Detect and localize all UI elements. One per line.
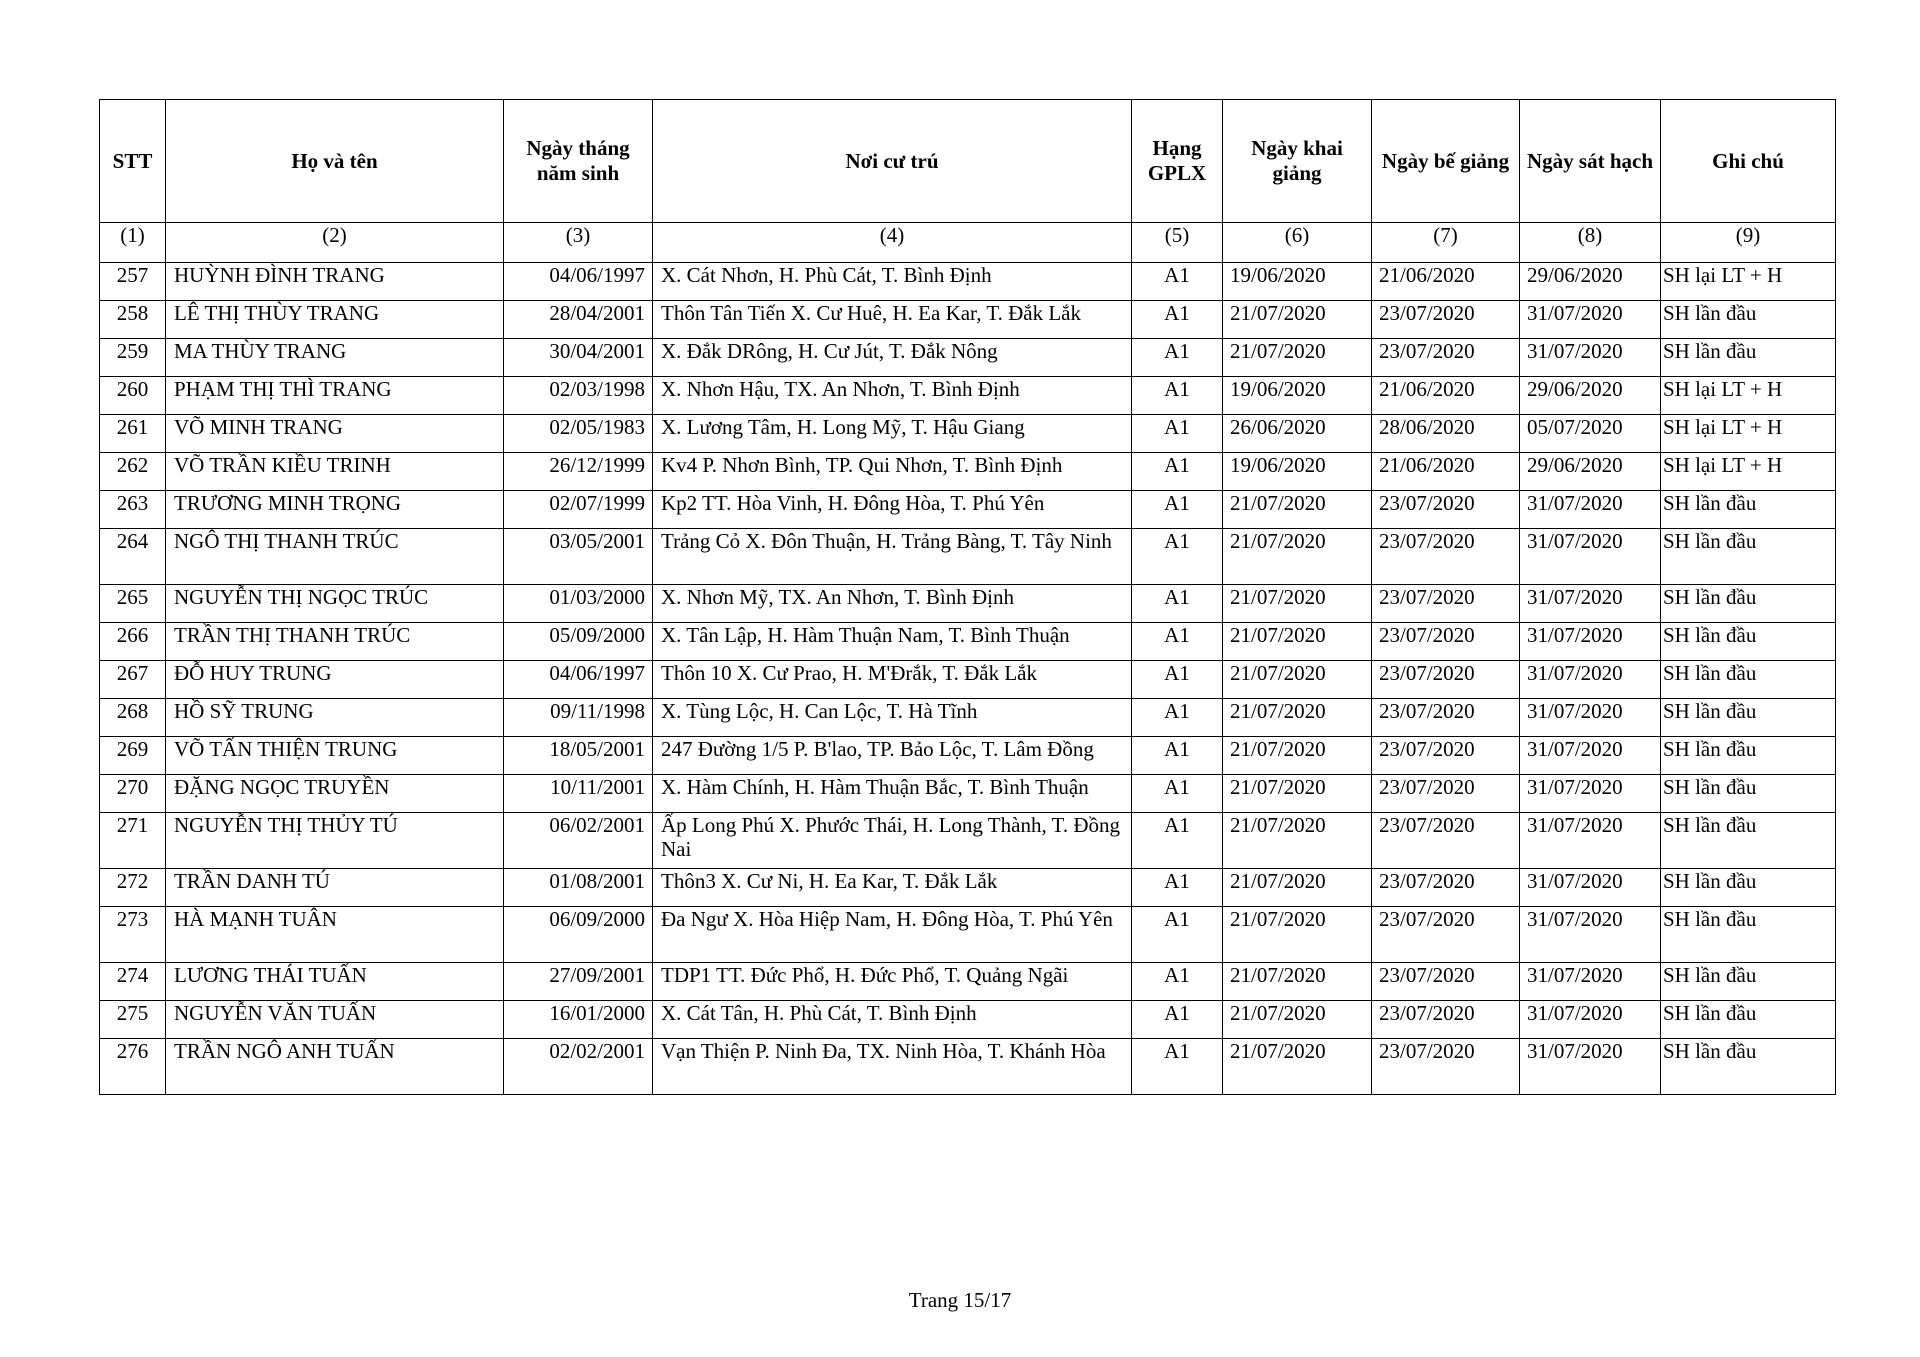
row-name: HÀ MẠNH TUÂN [166, 907, 504, 963]
row-exam-date: 29/06/2020 [1520, 453, 1661, 491]
row-start-date: 21/07/2020 [1223, 585, 1372, 623]
row-license-class: A1 [1132, 529, 1223, 585]
row-name: MA THÙY TRANG [166, 339, 504, 377]
row-start-date: 19/06/2020 [1223, 453, 1372, 491]
row-dob: 28/04/2001 [504, 301, 653, 339]
row-start-date: 21/07/2020 [1223, 869, 1372, 907]
row-stt: 266 [100, 623, 166, 661]
table-row [100, 453, 1836, 491]
row-dob: 09/11/1998 [504, 699, 653, 737]
row-end-date: 23/07/2020 [1372, 529, 1520, 585]
row-address: X. Tân Lập, H. Hàm Thuận Nam, T. Bình Thuận [653, 623, 1132, 661]
table-row [100, 301, 1836, 339]
row-license-class: A1 [1132, 585, 1223, 623]
row-exam-date: 31/07/2020 [1520, 661, 1661, 699]
row-note: SH lần đầu [1661, 491, 1836, 529]
table-row [100, 661, 1836, 699]
row-name: TRẦN DANH TÚ [166, 869, 504, 907]
row-dob: 02/05/1983 [504, 415, 653, 453]
row-start-date: 21/07/2020 [1223, 1039, 1372, 1095]
row-end-date: 23/07/2020 [1372, 661, 1520, 699]
row-name: VÕ TRẦN KIỀU TRINH [166, 453, 504, 491]
row-license-class: A1 [1132, 963, 1223, 1001]
row-stt: 267 [100, 661, 166, 699]
row-exam-date: 31/07/2020 [1520, 775, 1661, 813]
row-note: SH lần đầu [1661, 813, 1836, 869]
row-license-class: A1 [1132, 661, 1223, 699]
row-end-date: 23/07/2020 [1372, 623, 1520, 661]
row-dob: 06/02/2001 [504, 813, 653, 869]
row-start-date: 21/07/2020 [1223, 775, 1372, 813]
row-stt: 265 [100, 585, 166, 623]
row-address: Kp2 TT. Hòa Vinh, H. Đông Hòa, T. Phú Yên [653, 491, 1132, 529]
row-exam-date: 31/07/2020 [1520, 907, 1661, 963]
row-stt: 262 [100, 453, 166, 491]
row-address: X. Hàm Chính, H. Hàm Thuận Bắc, T. Bình Thuận [653, 775, 1132, 813]
row-name: ĐẶNG NGỌC TRUYỀN [166, 775, 504, 813]
row-address: Thôn 10 X. Cư Prao, H. M'Đrắk, T. Đắk Lắk [653, 661, 1132, 699]
header-end-date: Ngày bế giảng [1372, 100, 1520, 223]
row-start-date: 21/07/2020 [1223, 339, 1372, 377]
row-end-date: 28/06/2020 [1372, 415, 1520, 453]
row-name: NGUYỄN THỊ NGỌC TRÚC [166, 585, 504, 623]
row-license-class: A1 [1132, 491, 1223, 529]
row-end-date: 23/07/2020 [1372, 585, 1520, 623]
row-address: TDP1 TT. Đức Phổ, H. Đức Phổ, T. Quảng Ngãi [653, 963, 1132, 1001]
row-exam-date: 29/06/2020 [1520, 263, 1661, 301]
student-list-table [99, 99, 1836, 1095]
row-note: SH lại LT + H [1661, 263, 1836, 301]
row-end-date: 23/07/2020 [1372, 301, 1520, 339]
row-end-date: 23/07/2020 [1372, 491, 1520, 529]
column-index: (4) [653, 223, 1132, 263]
row-address: X. Cát Tân, H. Phù Cát, T. Bình Định [653, 1001, 1132, 1039]
row-dob: 01/03/2000 [504, 585, 653, 623]
row-address: X. Nhơn Hậu, TX. An Nhơn, T. Bình Định [653, 377, 1132, 415]
row-note: SH lần đầu [1661, 775, 1836, 813]
row-dob: 02/07/1999 [504, 491, 653, 529]
row-name: ĐỖ HUY TRUNG [166, 661, 504, 699]
table-row [100, 737, 1836, 775]
row-stt: 260 [100, 377, 166, 415]
row-note: SH lần đầu [1661, 661, 1836, 699]
row-start-date: 21/07/2020 [1223, 813, 1372, 869]
row-dob: 26/12/1999 [504, 453, 653, 491]
row-stt: 264 [100, 529, 166, 585]
row-license-class: A1 [1132, 813, 1223, 869]
row-exam-date: 31/07/2020 [1520, 1001, 1661, 1039]
row-end-date: 21/06/2020 [1372, 377, 1520, 415]
column-index: (8) [1520, 223, 1661, 263]
row-exam-date: 31/07/2020 [1520, 699, 1661, 737]
row-name: TRẦN THỊ THANH TRÚC [166, 623, 504, 661]
table-row [100, 377, 1836, 415]
row-end-date: 23/07/2020 [1372, 1001, 1520, 1039]
column-index: (6) [1223, 223, 1372, 263]
header-stt: STT [100, 100, 166, 223]
column-index: (3) [504, 223, 653, 263]
row-note: SH lần đầu [1661, 1001, 1836, 1039]
row-dob: 02/03/1998 [504, 377, 653, 415]
column-index: (1) [100, 223, 166, 263]
row-start-date: 21/07/2020 [1223, 963, 1372, 1001]
header-address: Nơi cư trú [653, 100, 1132, 223]
row-end-date: 23/07/2020 [1372, 907, 1520, 963]
row-note: SH lần đầu [1661, 907, 1836, 963]
row-note: SH lần đầu [1661, 963, 1836, 1001]
row-name: HUỲNH ĐÌNH TRANG [166, 263, 504, 301]
table-row [100, 813, 1836, 869]
column-index: (2) [166, 223, 504, 263]
row-start-date: 21/07/2020 [1223, 737, 1372, 775]
row-exam-date: 31/07/2020 [1520, 737, 1661, 775]
row-exam-date: 31/07/2020 [1520, 301, 1661, 339]
row-address: X. Tùng Lộc, H. Can Lộc, T. Hà Tĩnh [653, 699, 1132, 737]
row-address: X. Nhơn Mỹ, TX. An Nhơn, T. Bình Định [653, 585, 1132, 623]
row-end-date: 23/07/2020 [1372, 737, 1520, 775]
table-row [100, 1001, 1836, 1039]
row-note: SH lần đầu [1661, 529, 1836, 585]
row-name: TRẦN NGÔ ANH TUẤN [166, 1039, 504, 1095]
row-exam-date: 31/07/2020 [1520, 1039, 1661, 1095]
table-row [100, 263, 1836, 301]
row-dob: 03/05/2001 [504, 529, 653, 585]
header-note: Ghi chú [1661, 100, 1836, 223]
header-start-date: Ngày khai giảng [1223, 100, 1372, 223]
row-end-date: 21/06/2020 [1372, 453, 1520, 491]
row-address: Thôn3 X. Cư Ni, H. Ea Kar, T. Đắk Lắk [653, 869, 1132, 907]
row-dob: 04/06/1997 [504, 263, 653, 301]
row-license-class: A1 [1132, 301, 1223, 339]
header-dob: Ngày tháng năm sinh [504, 100, 653, 223]
row-note: SH lần đầu [1661, 301, 1836, 339]
row-license-class: A1 [1132, 415, 1223, 453]
row-name: VÕ TẤN THIỆN TRUNG [166, 737, 504, 775]
row-name: HỒ SỸ TRUNG [166, 699, 504, 737]
row-stt: 259 [100, 339, 166, 377]
row-start-date: 21/07/2020 [1223, 907, 1372, 963]
row-dob: 02/02/2001 [504, 1039, 653, 1095]
row-stt: 261 [100, 415, 166, 453]
table-row [100, 775, 1836, 813]
page-number: Trang 15/17 [908, 1288, 1012, 1312]
row-stt: 258 [100, 301, 166, 339]
row-note: SH lại LT + H [1661, 453, 1836, 491]
table-row [100, 699, 1836, 737]
row-end-date: 21/06/2020 [1372, 263, 1520, 301]
row-address: Thôn Tân Tiến X. Cư Huê, H. Ea Kar, T. Đắk Lắk [653, 301, 1132, 339]
table-row [100, 1039, 1836, 1095]
row-dob: 16/01/2000 [504, 1001, 653, 1039]
row-license-class: A1 [1132, 1001, 1223, 1039]
row-start-date: 26/06/2020 [1223, 415, 1372, 453]
row-license-class: A1 [1132, 339, 1223, 377]
row-note: SH lần đầu [1661, 623, 1836, 661]
row-start-date: 21/07/2020 [1223, 623, 1372, 661]
row-stt: 268 [100, 699, 166, 737]
row-stt: 276 [100, 1039, 166, 1095]
header-class: Hạng GPLX [1132, 100, 1223, 223]
table-row [100, 339, 1836, 377]
column-index-row [100, 223, 1836, 263]
row-stt: 257 [100, 263, 166, 301]
table-row [100, 585, 1836, 623]
row-address: Kv4 P. Nhơn Bình, TP. Qui Nhơn, T. Bình Định [653, 453, 1132, 491]
row-start-date: 19/06/2020 [1223, 263, 1372, 301]
row-name: NGÔ THỊ THANH TRÚC [166, 529, 504, 585]
row-address: Trảng Cỏ X. Đôn Thuận, H. Trảng Bàng, T. Tây Ninh [653, 529, 1132, 585]
row-note: SH lần đầu [1661, 869, 1836, 907]
row-exam-date: 31/07/2020 [1520, 585, 1661, 623]
row-end-date: 23/07/2020 [1372, 963, 1520, 1001]
row-address: Đa Ngư X. Hòa Hiệp Nam, H. Đông Hòa, T. Phú Yên [653, 907, 1132, 963]
row-exam-date: 31/07/2020 [1520, 963, 1661, 1001]
column-index: (9) [1661, 223, 1836, 263]
row-name: LÊ THỊ THÙY TRANG [166, 301, 504, 339]
row-license-class: A1 [1132, 699, 1223, 737]
row-license-class: A1 [1132, 1039, 1223, 1095]
row-dob: 06/09/2000 [504, 907, 653, 963]
row-license-class: A1 [1132, 453, 1223, 491]
row-license-class: A1 [1132, 377, 1223, 415]
row-end-date: 23/07/2020 [1372, 1039, 1520, 1095]
row-start-date: 21/07/2020 [1223, 1001, 1372, 1039]
row-stt: 270 [100, 775, 166, 813]
row-address: X. Lương Tâm, H. Long Mỹ, T. Hậu Giang [653, 415, 1132, 453]
row-license-class: A1 [1132, 263, 1223, 301]
header-name: Họ và tên [166, 100, 504, 223]
row-end-date: 23/07/2020 [1372, 775, 1520, 813]
row-dob: 18/05/2001 [504, 737, 653, 775]
row-exam-date: 31/07/2020 [1520, 491, 1661, 529]
row-end-date: 23/07/2020 [1372, 699, 1520, 737]
row-stt: 269 [100, 737, 166, 775]
row-stt: 272 [100, 869, 166, 907]
row-start-date: 21/07/2020 [1223, 529, 1372, 585]
row-name: TRƯƠNG MINH TRỌNG [166, 491, 504, 529]
row-note: SH lần đầu [1661, 1039, 1836, 1095]
header-row [100, 100, 1836, 223]
row-name: LƯƠNG THÁI TUẤN [166, 963, 504, 1001]
row-exam-date: 31/07/2020 [1520, 813, 1661, 869]
row-exam-date: 31/07/2020 [1520, 339, 1661, 377]
table-row [100, 529, 1836, 585]
table-row [100, 963, 1836, 1001]
table-row [100, 415, 1836, 453]
row-stt: 274 [100, 963, 166, 1001]
row-dob: 01/08/2001 [504, 869, 653, 907]
row-stt: 263 [100, 491, 166, 529]
row-note: SH lại LT + H [1661, 415, 1836, 453]
row-end-date: 23/07/2020 [1372, 869, 1520, 907]
row-address: X. Đắk DRông, H. Cư Jút, T. Đắk Nông [653, 339, 1132, 377]
row-exam-date: 31/07/2020 [1520, 529, 1661, 585]
row-name: VÕ MINH TRANG [166, 415, 504, 453]
row-stt: 273 [100, 907, 166, 963]
row-note: SH lần đầu [1661, 699, 1836, 737]
row-exam-date: 29/06/2020 [1520, 377, 1661, 415]
row-end-date: 23/07/2020 [1372, 813, 1520, 869]
row-license-class: A1 [1132, 869, 1223, 907]
row-name: PHẠM THỊ THÌ TRANG [166, 377, 504, 415]
row-name: NGUYỄN THỊ THỦY TÚ [166, 813, 504, 869]
table-body [100, 263, 1836, 1095]
row-license-class: A1 [1132, 907, 1223, 963]
row-dob: 27/09/2001 [504, 963, 653, 1001]
row-dob: 30/04/2001 [504, 339, 653, 377]
table-row [100, 491, 1836, 529]
row-exam-date: 31/07/2020 [1520, 623, 1661, 661]
row-start-date: 19/06/2020 [1223, 377, 1372, 415]
row-exam-date: 05/07/2020 [1520, 415, 1661, 453]
row-exam-date: 31/07/2020 [1520, 869, 1661, 907]
header-exam-date: Ngày sát hạch [1520, 100, 1661, 223]
table-row [100, 623, 1836, 661]
table-row [100, 907, 1836, 963]
row-address: 247 Đường 1/5 P. B'lao, TP. Bảo Lộc, T. Lâm Đồng [653, 737, 1132, 775]
row-note: SH lần đầu [1661, 585, 1836, 623]
row-license-class: A1 [1132, 623, 1223, 661]
row-note: SH lần đầu [1661, 339, 1836, 377]
column-index: (5) [1132, 223, 1223, 263]
row-end-date: 23/07/2020 [1372, 339, 1520, 377]
row-name: NGUYỄN VĂN TUẤN [166, 1001, 504, 1039]
row-start-date: 21/07/2020 [1223, 661, 1372, 699]
row-license-class: A1 [1132, 775, 1223, 813]
row-dob: 04/06/1997 [504, 661, 653, 699]
row-dob: 05/09/2000 [504, 623, 653, 661]
row-note: SH lần đầu [1661, 737, 1836, 775]
row-start-date: 21/07/2020 [1223, 491, 1372, 529]
row-license-class: A1 [1132, 737, 1223, 775]
table-row [100, 869, 1836, 907]
column-index: (7) [1372, 223, 1520, 263]
row-address: Ấp Long Phú X. Phước Thái, H. Long Thành, T. Đồng Nai [653, 813, 1132, 869]
row-dob: 10/11/2001 [504, 775, 653, 813]
row-stt: 275 [100, 1001, 166, 1039]
row-start-date: 21/07/2020 [1223, 699, 1372, 737]
row-address: X. Cát Nhơn, H. Phù Cát, T. Bình Định [653, 263, 1132, 301]
row-note: SH lại LT + H [1661, 377, 1836, 415]
row-stt: 271 [100, 813, 166, 869]
row-address: Vạn Thiện P. Ninh Đa, TX. Ninh Hòa, T. Khánh Hòa [653, 1039, 1132, 1095]
row-start-date: 21/07/2020 [1223, 301, 1372, 339]
